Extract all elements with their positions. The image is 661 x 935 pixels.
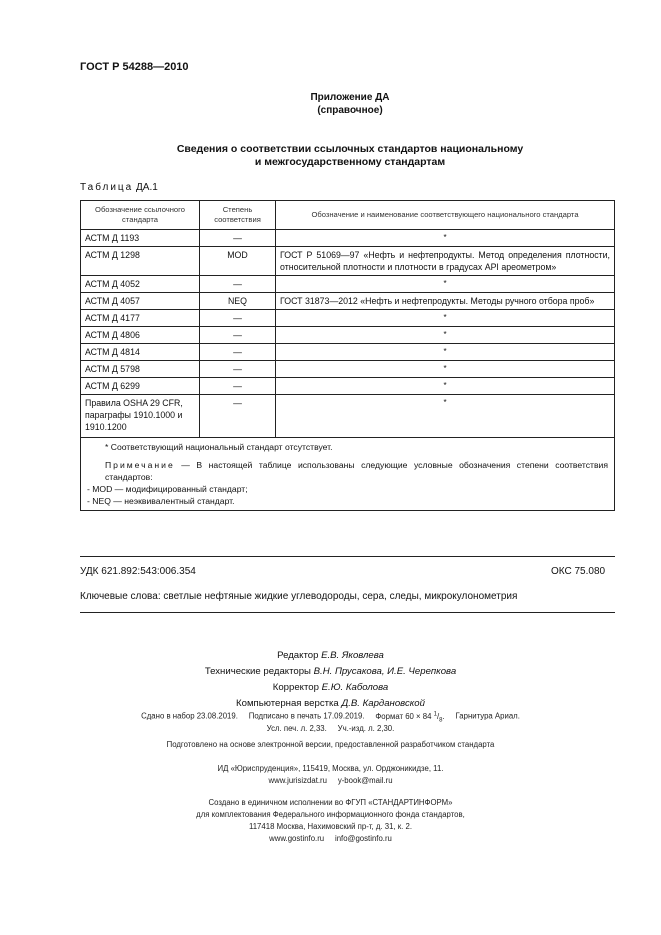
footnote: * Соответствующий национальный стандарт отсутствует. <box>105 442 333 452</box>
credit-tech <box>0 666 661 677</box>
table-label <box>80 182 158 193</box>
col-header-ref: Обозначение ссылочного стандарта <box>81 201 200 230</box>
credit-layout <box>0 698 661 709</box>
cell-ref: АСТМ Д 5798 <box>81 361 200 378</box>
imprint-signed: Подписано в печать 17.09.2019. <box>248 711 365 721</box>
table-notes-row <box>81 438 615 511</box>
note-body: — В настоящей таблице использованы следующие условные обозначения степени соответствия стандартов: <box>105 460 608 482</box>
printer-line-2: для комплектования Федерального информационного фонда стандартов, <box>196 810 465 819</box>
cell-degree: — <box>200 276 276 293</box>
cell-national: * <box>276 276 615 293</box>
table-notes <box>81 438 615 511</box>
printer-url[interactable]: www.gostinfo.ru <box>269 834 325 843</box>
tech-names: В.Н. Прусакова, И.Е. Черепкова <box>313 666 457 677</box>
note-mod: - MOD — модифицированный стандарт; <box>87 484 248 494</box>
udk-code: УДК 621.892:543:006.354 <box>80 566 196 577</box>
correspondence-table <box>80 200 615 511</box>
imprint-line-3: Подготовлено на основе электронной версии, предоставленной разработчиком стандарта <box>166 740 495 749</box>
cell-national: * <box>276 327 615 344</box>
cell-national: * <box>276 378 615 395</box>
cell-degree: — <box>200 310 276 327</box>
cell-ref: АСТМ Д 4177 <box>81 310 200 327</box>
table-row <box>81 293 615 310</box>
imprint-pub-sheets: Уч.-изд. л. 2,30. <box>337 724 395 733</box>
cell-national: * <box>276 395 615 438</box>
cell-degree: NEQ <box>200 293 276 310</box>
table-row <box>81 344 615 361</box>
keywords: Ключевые слова: светлые нефтяные жидкие углеводороды, сера, следы, микрокулонометрия <box>80 591 518 602</box>
table-row <box>81 395 615 438</box>
publisher-line-2 <box>0 776 661 785</box>
cell-degree: — <box>200 230 276 247</box>
publisher-url[interactable]: www.jurisizdat.ru <box>268 776 327 785</box>
imprint-print-sheets: Усл. печ. л. 2,33. <box>266 724 327 733</box>
cell-national: * <box>276 230 615 247</box>
printer-line-1: Создано в единичном исполнении во ФГУП «СТАНДАРТИНФОРМ» <box>208 798 453 807</box>
cell-ref: АСТМ Д 6299 <box>81 378 200 395</box>
cell-national: * <box>276 344 615 361</box>
cell-degree: — <box>200 327 276 344</box>
imprint-typeface: Гарнитура Ариал. <box>455 711 520 721</box>
editor-name: Е.В. Яковлева <box>321 650 384 661</box>
divider <box>80 612 615 613</box>
cell-degree: — <box>200 344 276 361</box>
table-row <box>81 247 615 276</box>
table-row <box>81 378 615 395</box>
note-word: Примечание <box>105 460 175 470</box>
cell-national: * <box>276 310 615 327</box>
tech-label: Технические редакторы <box>204 666 311 677</box>
col-header-degree: Степень соответствия <box>200 201 276 230</box>
document-code: ГОСТ Р 54288—2010 <box>80 61 189 73</box>
credit-editor <box>0 650 661 661</box>
table-row <box>81 276 615 293</box>
proof-label: Корректор <box>272 682 319 693</box>
imprint-line-2 <box>0 724 661 733</box>
cell-national: ГОСТ 31873—2012 «Нефть и нефтепродукты. Методы ручного отбора проб» <box>276 293 615 310</box>
printer-line-3: 117418 Москва, Нахимовский пр-т, д. 31, к. 2. <box>248 822 413 831</box>
col-header-national: Обозначение и наименование соответствующего национального стандарта <box>276 201 615 230</box>
cell-national: * <box>276 361 615 378</box>
table-header-row <box>81 201 615 230</box>
table-row <box>81 230 615 247</box>
proof-name: Е.Ю. Каболова <box>321 682 389 693</box>
publisher-email[interactable]: y-book@mail.ru <box>337 776 393 785</box>
table-row <box>81 327 615 344</box>
appendix-title: Приложение ДА <box>310 92 390 103</box>
cell-ref: АСТМ Д 4057 <box>81 293 200 310</box>
cell-degree: — <box>200 378 276 395</box>
credit-proof <box>0 682 661 693</box>
editor-label: Редактор <box>277 650 319 661</box>
cell-degree: — <box>200 395 276 438</box>
printer-email[interactable]: info@gostinfo.ru <box>334 834 392 843</box>
cell-ref: АСТМ Д 1298 <box>81 247 200 276</box>
table-label-word: Таблица <box>80 182 134 193</box>
cell-degree: MOD <box>200 247 276 276</box>
layout-label: Компьютерная верстка <box>236 698 339 709</box>
table-row <box>81 361 615 378</box>
divider <box>80 556 615 557</box>
cell-ref: АСТМ Д 4052 <box>81 276 200 293</box>
note-text <box>105 459 608 483</box>
imprint-line-1 <box>0 711 661 723</box>
cell-ref: АСТМ Д 4806 <box>81 327 200 344</box>
layout-name: Д.В. Кардановской <box>341 698 425 709</box>
cell-ref: АСТМ Д 4814 <box>81 344 200 361</box>
section-heading <box>30 143 661 169</box>
oks-code: ОКС 75.080 <box>551 566 606 577</box>
cell-national: ГОСТ Р 51069—97 «Нефть и нефтепродукты. Метод определения плотности, относительной плотности и плотности в градусах API ареометром» <box>276 247 615 276</box>
publisher-line-1: ИД «Юриспруденция», 115419, Москва, ул. Орджоникидзе, 11. <box>217 764 444 773</box>
imprint-format: Формат 60 × 84 $^1/_8$. <box>375 711 445 724</box>
heading-line-1: Сведения о соответствии ссылочных стандартов национальному <box>176 143 524 155</box>
imprint-submitted: Сдано в набор 23.08.2019. <box>141 711 238 721</box>
note-neq: - NEQ — неэквивалентный стандарт. <box>87 496 235 506</box>
cell-degree: — <box>200 361 276 378</box>
cell-ref: АСТМ Д 1193 <box>81 230 200 247</box>
cell-ref: Правила OSHA 29 CFR, параграфы 1910.1000 и 1910.1200 <box>81 395 200 438</box>
appendix-subtitle: (справочное) <box>317 105 383 116</box>
printer-line-4 <box>0 834 661 843</box>
table-label-number: ДА.1 <box>136 182 158 193</box>
table-row <box>81 310 615 327</box>
heading-line-2: и межгосударственному стандартам <box>254 156 446 168</box>
